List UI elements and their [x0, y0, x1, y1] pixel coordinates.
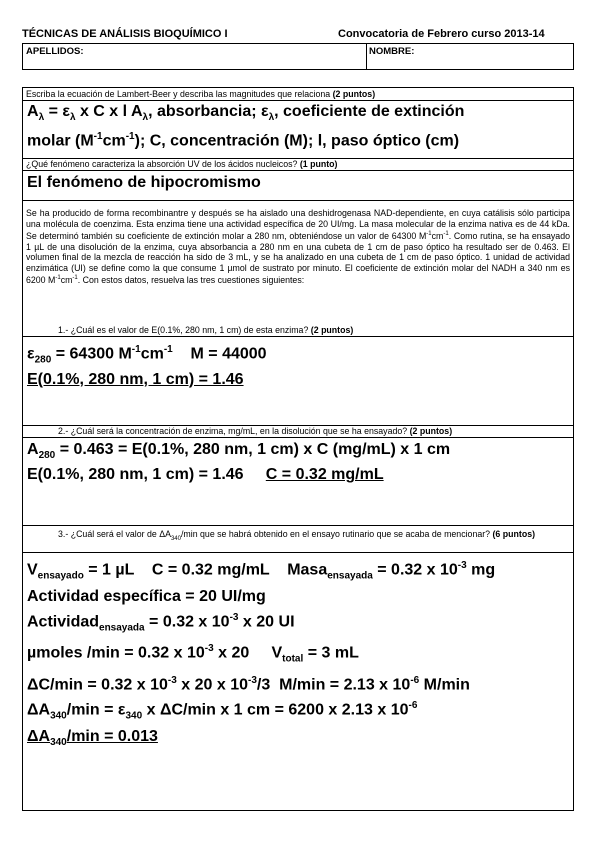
student-name-box [22, 43, 574, 70]
q2-prompt: ¿Qué fenómeno caracteriza la absorción UV de los ácidos nucleicos? (1 punto) [26, 159, 338, 169]
sub3-answer: $V_{ensayado} = 1$ µL C = 0.32 mg/mL Masa$_{ensayada}$ = 0.32 x $10^{-3}$ mg Actividad específica = 20 UI/mg Actividad$_{ensayada}$ = 0.32 x $10^{-3}$ x 20 UI µmoles /min = 0.32 x $10^{-3}$ x 20 $V_{total} = 3$ mL ΔC/min = 0.32 x $10^{-3}$ x 20 x $10^{-3}/3$ M/min = 2.13 x $10^{-6}$ M/min $\Delta A_{340}/\min = \varepsilon_{340}$ x ΔC/min x 1 cm = 6200 x 2.13 x $10^{-6}$ $\Delta A_{340}/\min = 0.013$ [27, 560, 496, 749]
sub1-prompt: 1.- ¿Cuál es el valor de E(0.1%, 280 nm, 1 cm) de esta enzima? (2 puntos) [58, 325, 354, 335]
exam-frame [22, 87, 574, 811]
name-label: NOMBRE: [369, 46, 415, 57]
divider [23, 170, 573, 171]
divider [23, 336, 573, 337]
namebox-divider [366, 44, 367, 69]
sub3-prompt: 3.- ¿Cuál será el valor de $\Delta A_{340}/\min$ que se habrá obtenido en el ensayo rutinario que se acaba de mencionar? (6 puntos) [58, 529, 536, 542]
sub1-answer: $\varepsilon_{280} = 64300$ $M^{-1}cm^{-1}$ M = 44000 E(0.1%, 280 nm, 1 cm) = 1.46 [27, 344, 267, 388]
problem-statement: Se ha producido de forma recombinantre y después se ha aislado una deshidrogenasa NAD-dependiente, en cuya catálisis sólo participa una molécula de coenzima. Esta enzima tiene una actividad específica de 20 UI/mg. La masa molecular de la enzima nativa es de 44 kDa. Se determinó también su coeficiente de extinción molar a 280 nm, obteniéndose un valor de 64300 $M^{-1}cm^{-1}$. Como rutina, se ha ensayado 1 µL de una disolución de la enzima, cuya absorbancia a 280 nm en una cubeta de 1 cm de paso óptico ha resultado ser de 0.463. El volumen final de la mezcla de reacción ha sido de 3 mL, y se ha analizado en una cubeta de 1 cm de paso óptico. 1 unidad de actividad enzimática (UI) se define como la que consume 1 µmol de sustrato por minuto. El coeficiente de extinción molar del NADH a 340 nm es 6200 $M^{-1}cm^{-1}$. Con estos datos, resuelva las tres cuestiones siguientes: [26, 208, 570, 286]
divider [23, 200, 573, 201]
divider [23, 525, 573, 526]
surnames-label: APELLIDOS: [26, 46, 84, 57]
sub2-answer: $A_{280} = 0.463 = E(0.1\%$, 280 nm, 1 cm) x C (mg/mL) x 1 cm E(0.1%, 280 nm, 1 cm) = 1.46 C = 0.32 mg/mL [27, 441, 451, 484]
subject-title: TÉCNICAS DE ANÁLISIS BIOQUÍMICO I [22, 28, 228, 40]
divider [23, 100, 573, 101]
divider [23, 437, 573, 438]
q1-prompt: Escriba la ecuación de Lambert-Beer y describa las magnitudes que relaciona (2 puntos) [26, 89, 376, 99]
q1-answer: $A_\lambda = \varepsilon_\lambda$ x C x l $A_\lambda$, absorbancia; $\varepsilon_\lambda$, coeficiente de extinción molar $(M^{-1}cm^{-1})$; C, concentración (M); l, paso óptico (cm) [27, 103, 465, 150]
divider [23, 552, 573, 553]
sub2-prompt: 2.- ¿Cuál será la concentración de enzima, mg/mL, en la disolución que se ha ensayado? (2 puntos) [58, 426, 453, 436]
q2-answer: El fenómeno de hipocromismo [27, 174, 261, 191]
exam-session: Convocatoria de Febrero curso 2013-14 [338, 28, 545, 40]
